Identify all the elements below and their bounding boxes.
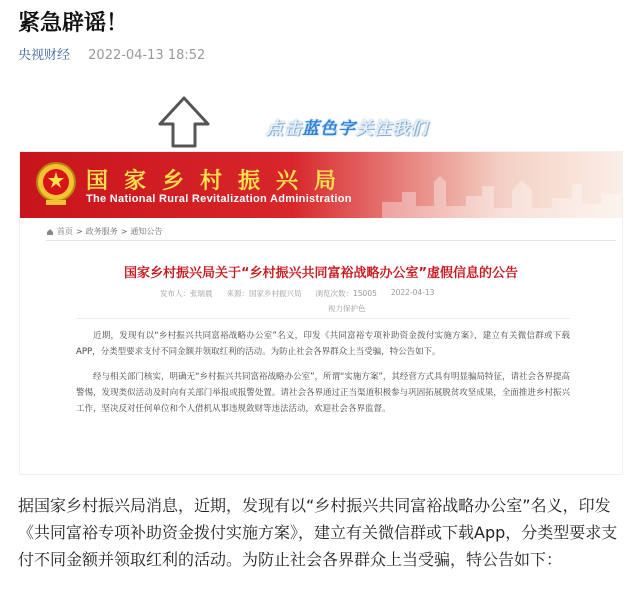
notice-paragraph: 经与相关部门核实，明确无“乡村振兴共同富裕战略办公室”，所谓“实施方案”，其经营方式具有明显骗局特征，请社会各界提高警惕，发现类似活动及时向有关部门举报或报警处置。请社会各界通过正当渠道积极参与巩固拓展脱贫攻坚成果，全面推进乡村振兴工作，坚决反对任何单位和个人借机从事违规敛财等违法活动，欢迎社会各界监督。 <box>76 372 570 414</box>
embedded-screenshot <box>20 152 622 474</box>
article-headline: 紧急辟谣！ <box>18 11 129 36</box>
breadcrumb-separator: > <box>76 227 83 236</box>
notice-date: 2022-04-13 <box>390 288 435 297</box>
breadcrumb-services[interactable]: 政务服务 <box>85 227 118 236</box>
follow-banner[interactable] <box>18 88 624 154</box>
follow-prompt <box>266 114 428 139</box>
article-source-link[interactable]: 央视财经 <box>18 48 71 63</box>
follow-highlight: 蓝色字 <box>302 119 356 139</box>
breadcrumb-home[interactable]: 首页 <box>57 227 73 236</box>
article-caption: 据国家乡村振兴局消息，近期，发现有以“乡村振兴共同富裕战略办公室”名义，印发《共同富裕专项补助资金拨付实施方案》，建立有关微信群或下载App，分类型要求支付不同金额并领取红利的活动。为防止社会各界群众上当受骗，特公告如下： <box>18 496 618 569</box>
notice-source: 来源：国家乡村振兴局 <box>226 289 302 298</box>
article-timestamp: 2022-04-13 18:52 <box>88 48 206 63</box>
eye-protect-toggle[interactable]: 视力保护色 <box>328 304 366 313</box>
breadcrumb <box>46 226 162 237</box>
breadcrumb-divider <box>46 240 616 241</box>
follow-prefix: 点击 <box>266 119 302 139</box>
notice-views: 浏览次数：15005 <box>315 289 377 298</box>
arrow-up-icon <box>154 94 214 150</box>
notice-meta <box>160 288 434 299</box>
breadcrumb-notices[interactable]: 通知公告 <box>130 227 163 236</box>
notice-title: 国家乡村振兴局关于“乡村振兴共同富裕战略办公室”虚假信息的公告 <box>123 266 519 281</box>
gov-site-name: 国家乡村振兴局 <box>86 168 353 194</box>
follow-suffix: 关注我们 <box>356 119 428 139</box>
gov-site-name-en: The National Rural Revitalization Administration <box>86 193 352 205</box>
city-skyline-icon <box>382 162 622 218</box>
gov-site-header <box>20 152 622 218</box>
home-icon <box>46 228 54 236</box>
notice-author: 发布人：张瑞晨 <box>160 289 213 298</box>
article-meta <box>18 44 205 63</box>
national-emblem-icon <box>34 160 78 208</box>
notice-body <box>76 328 570 426</box>
notice-paragraph: 近期，发现有以“乡村振兴共同富裕战略办公室”名义，印发《共同富裕专项补助资金拨付实施方案》，建立有关微信群或下载APP，分类型要求支付不同金额并领取红利的活动。为防止社会各界群众上当受骗，特公告如下。 <box>76 331 570 357</box>
notice-divider <box>76 318 570 319</box>
breadcrumb-separator: > <box>120 227 128 236</box>
